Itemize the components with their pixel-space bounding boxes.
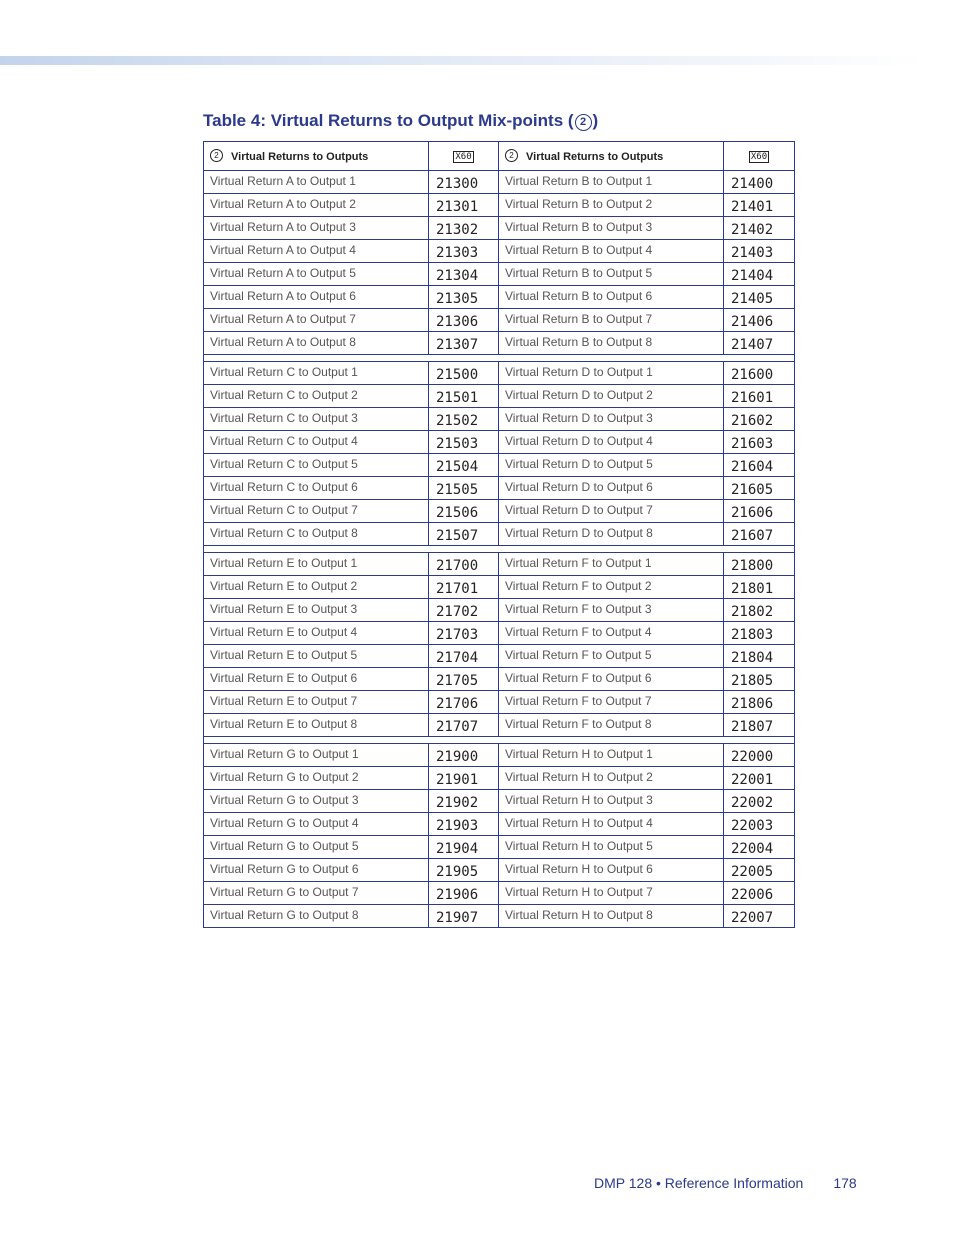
- mixpoint-code-right: 22002: [724, 790, 795, 813]
- mixpoint-code-right: 21603: [724, 431, 795, 454]
- table-title-suffix: ): [592, 111, 599, 130]
- mixpoint-label-left: Virtual Return G to Output 6: [204, 859, 429, 882]
- mixpoint-code-left: 21706: [429, 691, 499, 714]
- header-label-text: Virtual Returns to Outputs: [231, 151, 369, 163]
- mixpoint-code-right: 21605: [724, 477, 795, 500]
- mixpoint-label-right: Virtual Return B to Output 7: [499, 309, 724, 332]
- mixpoint-code-right: 21404: [724, 263, 795, 286]
- table-row: [204, 500, 795, 523]
- mixpoint-label-left: Virtual Return A to Output 2: [204, 194, 429, 217]
- mixpoint-code-right: 21604: [724, 454, 795, 477]
- table-row: [204, 813, 795, 836]
- mixpoint-code-left: 21302: [429, 217, 499, 240]
- mixpoint-code-right: 21801: [724, 576, 795, 599]
- table-title: [203, 111, 598, 131]
- footer-doc-title: DMP 128 • Reference Information: [594, 1175, 804, 1191]
- mixpoint-code-right: 21402: [724, 217, 795, 240]
- table-row: [204, 668, 795, 691]
- mixpoint-code-right: 21401: [724, 194, 795, 217]
- mixpoint-code-right: 21802: [724, 599, 795, 622]
- mixpoint-label-left: Virtual Return E to Output 1: [204, 553, 429, 576]
- mixpoint-label-left: Virtual Return C to Output 6: [204, 477, 429, 500]
- mixpoint-code-right: 21800: [724, 553, 795, 576]
- mixpoint-label-right: Virtual Return D to Output 8: [499, 523, 724, 546]
- x60-icon: X60: [455, 151, 472, 162]
- mixpoint-code-left: 21902: [429, 790, 499, 813]
- mixpoint-code-left: 21507: [429, 523, 499, 546]
- table-row: [204, 836, 795, 859]
- mixpoint-code-right: 21607: [724, 523, 795, 546]
- table-row: [204, 691, 795, 714]
- mixpoint-label-left: Virtual Return G to Output 7: [204, 882, 429, 905]
- mixpoint-label-right: Virtual Return H to Output 7: [499, 882, 724, 905]
- mixpoint-label-right: Virtual Return B to Output 3: [499, 217, 724, 240]
- mixpoint-label-left: Virtual Return C to Output 3: [204, 408, 429, 431]
- table-row: [204, 240, 795, 263]
- mixpoint-label-left: Virtual Return C to Output 8: [204, 523, 429, 546]
- table-row: [204, 477, 795, 500]
- mixpoint-code-left: 21702: [429, 599, 499, 622]
- header-label-text: Virtual Returns to Outputs: [526, 151, 664, 163]
- mixpoint-code-right: 21804: [724, 645, 795, 668]
- table-title-prefix: Table 4: Virtual Returns to Output Mix-points (: [203, 111, 574, 130]
- mixpoint-label-left: Virtual Return A to Output 1: [204, 171, 429, 194]
- mixpoint-code-right: 22000: [724, 744, 795, 767]
- table-row: [204, 171, 795, 194]
- table-row: [204, 882, 795, 905]
- mixpoint-label-left: Virtual Return E to Output 7: [204, 691, 429, 714]
- mixpoint-label-right: Virtual Return F to Output 2: [499, 576, 724, 599]
- table-row: [204, 431, 795, 454]
- table-row: [204, 408, 795, 431]
- mixpoint-code-left: 21907: [429, 905, 499, 928]
- mixpoint-label-right: Virtual Return D to Output 1: [499, 362, 724, 385]
- table-row: [204, 194, 795, 217]
- mixpoint-label-left: Virtual Return A to Output 4: [204, 240, 429, 263]
- mixpoint-code-right: 21602: [724, 408, 795, 431]
- mixpoint-label-right: Virtual Return D to Output 5: [499, 454, 724, 477]
- mixpoint-label-left: Virtual Return E to Output 2: [204, 576, 429, 599]
- mixpoint-code-left: 21705: [429, 668, 499, 691]
- table-row: [204, 645, 795, 668]
- mixpoint-code-left: 21502: [429, 408, 499, 431]
- mixpoint-label-left: Virtual Return A to Output 3: [204, 217, 429, 240]
- mixpoint-code-left: 21906: [429, 882, 499, 905]
- mixpoint-code-right: 21601: [724, 385, 795, 408]
- mixpoint-code-left: 21505: [429, 477, 499, 500]
- group-spacer-cell: [204, 737, 795, 744]
- table-row: [204, 599, 795, 622]
- x60-icon: X60: [750, 151, 768, 162]
- mixpoint-label-right: Virtual Return H to Output 3: [499, 790, 724, 813]
- mixpoint-label-right: Virtual Return F to Output 5: [499, 645, 724, 668]
- mixpoint-code-right: 21806: [724, 691, 795, 714]
- mixpoint-label-right: Virtual Return D to Output 7: [499, 500, 724, 523]
- mixpoint-label-left: Virtual Return G to Output 5: [204, 836, 429, 859]
- table-row: [204, 523, 795, 546]
- mixpoint-label-left: Virtual Return C to Output 4: [204, 431, 429, 454]
- mixpoint-code-left: 21900: [429, 744, 499, 767]
- mixpoint-label-right: Virtual Return B to Output 4: [499, 240, 724, 263]
- mixpoint-label-left: Virtual Return A to Output 5: [204, 263, 429, 286]
- mixpoints-table-container: [203, 141, 794, 928]
- mixpoint-label-right: Virtual Return F to Output 8: [499, 714, 724, 737]
- group-spacer: [204, 737, 795, 744]
- group-spacer: [204, 546, 795, 553]
- mixpoint-code-right: 22005: [724, 859, 795, 882]
- table-row: [204, 744, 795, 767]
- mixpoint-code-left: 21305: [429, 286, 499, 309]
- mixpoint-code-left: 21901: [429, 767, 499, 790]
- mixpoints-table: [203, 141, 795, 928]
- mixpoint-label-right: Virtual Return H to Output 4: [499, 813, 724, 836]
- mixpoint-code-left: 21904: [429, 836, 499, 859]
- mixpoint-label-left: Virtual Return A to Output 6: [204, 286, 429, 309]
- mixpoint-label-right: Virtual Return B to Output 5: [499, 263, 724, 286]
- mixpoint-label-right: Virtual Return H to Output 8: [499, 905, 724, 928]
- mixpoint-code-left: 21701: [429, 576, 499, 599]
- circled-number-icon: 2: [575, 114, 592, 131]
- mixpoint-code-left: 21501: [429, 385, 499, 408]
- mixpoint-label-right: Virtual Return D to Output 3: [499, 408, 724, 431]
- mixpoint-code-right: 21407: [724, 332, 795, 355]
- mixpoint-label-right: Virtual Return D to Output 4: [499, 431, 724, 454]
- page-number: 178: [833, 1175, 857, 1191]
- mixpoint-code-right: 21600: [724, 362, 795, 385]
- table-row: [204, 286, 795, 309]
- header-label-left: [204, 142, 429, 171]
- table-row: [204, 309, 795, 332]
- table-row: [204, 767, 795, 790]
- mixpoint-code-left: 21500: [429, 362, 499, 385]
- circled-number-icon: 2: [505, 149, 518, 162]
- mixpoint-label-right: Virtual Return H to Output 2: [499, 767, 724, 790]
- mixpoint-label-left: Virtual Return C to Output 5: [204, 454, 429, 477]
- header-label-right: [499, 142, 724, 171]
- mixpoint-code-right: 22007: [724, 905, 795, 928]
- mixpoint-code-right: 21803: [724, 622, 795, 645]
- mixpoint-code-left: 21704: [429, 645, 499, 668]
- table-row: [204, 217, 795, 240]
- header-x60-left: [429, 142, 499, 171]
- header-x60-right: [724, 142, 795, 171]
- circled-number-icon: 2: [210, 149, 223, 162]
- mixpoint-code-left: 21504: [429, 454, 499, 477]
- mixpoint-code-left: 21903: [429, 813, 499, 836]
- mixpoint-code-right: 22006: [724, 882, 795, 905]
- group-spacer: [204, 355, 795, 362]
- top-decorative-bar: [0, 56, 954, 65]
- mixpoint-code-left: 21905: [429, 859, 499, 882]
- mixpoint-code-right: 22004: [724, 836, 795, 859]
- table-row: [204, 859, 795, 882]
- mixpoint-code-left: 21506: [429, 500, 499, 523]
- mixpoint-label-left: Virtual Return C to Output 7: [204, 500, 429, 523]
- mixpoint-label-right: Virtual Return B to Output 6: [499, 286, 724, 309]
- mixpoint-code-left: 21703: [429, 622, 499, 645]
- mixpoint-code-left: 21503: [429, 431, 499, 454]
- page-footer: [594, 1175, 857, 1191]
- mixpoint-code-left: 21707: [429, 714, 499, 737]
- mixpoint-label-left: Virtual Return E to Output 3: [204, 599, 429, 622]
- mixpoint-label-left: Virtual Return E to Output 6: [204, 668, 429, 691]
- mixpoint-code-left: 21300: [429, 171, 499, 194]
- mixpoint-label-right: Virtual Return D to Output 2: [499, 385, 724, 408]
- group-spacer-cell: [204, 546, 795, 553]
- mixpoint-code-right: 21405: [724, 286, 795, 309]
- table-row: [204, 263, 795, 286]
- mixpoint-code-left: 21301: [429, 194, 499, 217]
- mixpoint-label-left: Virtual Return A to Output 7: [204, 309, 429, 332]
- mixpoint-code-left: 21306: [429, 309, 499, 332]
- mixpoint-label-right: Virtual Return H to Output 1: [499, 744, 724, 767]
- mixpoint-label-right: Virtual Return H to Output 6: [499, 859, 724, 882]
- table-row: [204, 553, 795, 576]
- mixpoint-label-right: Virtual Return F to Output 3: [499, 599, 724, 622]
- mixpoint-label-right: Virtual Return F to Output 4: [499, 622, 724, 645]
- mixpoint-code-right: 21403: [724, 240, 795, 263]
- mixpoint-label-left: Virtual Return G to Output 8: [204, 905, 429, 928]
- mixpoint-code-right: 21805: [724, 668, 795, 691]
- mixpoint-label-left: Virtual Return E to Output 4: [204, 622, 429, 645]
- mixpoint-label-right: Virtual Return F to Output 7: [499, 691, 724, 714]
- mixpoint-label-right: Virtual Return B to Output 2: [499, 194, 724, 217]
- table-row: [204, 905, 795, 928]
- mixpoint-code-right: 21400: [724, 171, 795, 194]
- mixpoint-code-right: 21606: [724, 500, 795, 523]
- mixpoint-label-right: Virtual Return H to Output 5: [499, 836, 724, 859]
- table-row: [204, 790, 795, 813]
- mixpoint-code-left: 21307: [429, 332, 499, 355]
- mixpoint-label-left: Virtual Return C to Output 2: [204, 385, 429, 408]
- mixpoint-label-left: Virtual Return G to Output 1: [204, 744, 429, 767]
- table-row: [204, 622, 795, 645]
- mixpoint-label-right: Virtual Return B to Output 1: [499, 171, 724, 194]
- mixpoint-label-left: Virtual Return E to Output 8: [204, 714, 429, 737]
- table-row: [204, 454, 795, 477]
- mixpoint-code-right: 21406: [724, 309, 795, 332]
- table-row: [204, 332, 795, 355]
- table-header-row: [204, 142, 795, 171]
- mixpoint-label-left: Virtual Return G to Output 2: [204, 767, 429, 790]
- mixpoint-label-left: Virtual Return G to Output 4: [204, 813, 429, 836]
- mixpoint-code-left: 21304: [429, 263, 499, 286]
- group-spacer-cell: [204, 355, 795, 362]
- mixpoint-label-left: Virtual Return G to Output 3: [204, 790, 429, 813]
- mixpoint-label-left: Virtual Return C to Output 1: [204, 362, 429, 385]
- mixpoint-code-right: 22003: [724, 813, 795, 836]
- mixpoint-label-right: Virtual Return D to Output 6: [499, 477, 724, 500]
- mixpoint-label-left: Virtual Return E to Output 5: [204, 645, 429, 668]
- table-row: [204, 714, 795, 737]
- mixpoint-code-right: 21807: [724, 714, 795, 737]
- mixpoint-label-right: Virtual Return F to Output 1: [499, 553, 724, 576]
- mixpoint-code-left: 21700: [429, 553, 499, 576]
- mixpoint-label-right: Virtual Return B to Output 8: [499, 332, 724, 355]
- mixpoint-code-right: 22001: [724, 767, 795, 790]
- table-row: [204, 362, 795, 385]
- mixpoint-label-left: Virtual Return A to Output 8: [204, 332, 429, 355]
- mixpoint-code-left: 21303: [429, 240, 499, 263]
- mixpoint-label-right: Virtual Return F to Output 6: [499, 668, 724, 691]
- table-row: [204, 576, 795, 599]
- table-row: [204, 385, 795, 408]
